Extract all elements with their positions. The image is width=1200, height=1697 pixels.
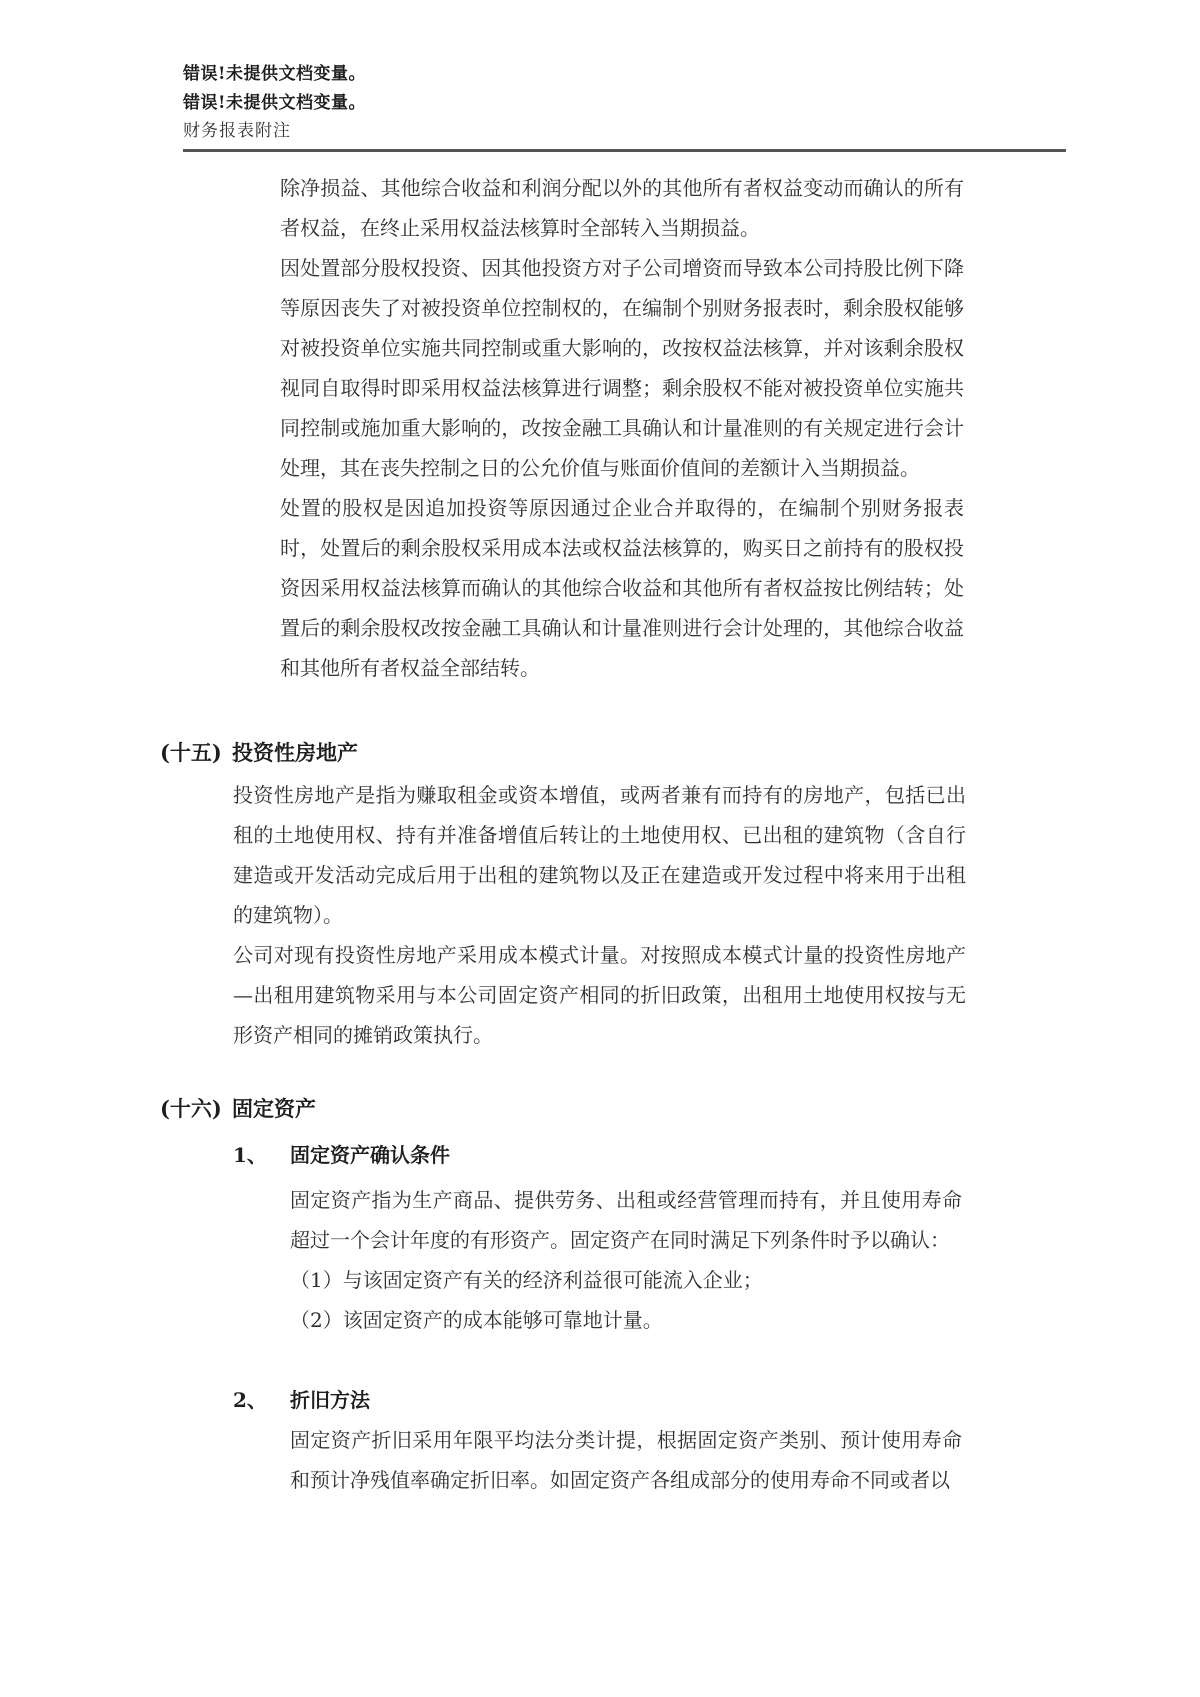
header-divider: [183, 149, 1066, 152]
subsection-2-paragraph: 固定资产折旧采用年限平均法分类计提，根据固定资产类别、预计使用寿命和预计净残值率确定折旧率。如固定资产各组成部分的使用寿命不同或者以: [290, 1428, 962, 1492]
section-15-body: [233, 775, 966, 1055]
page-header: [183, 0, 1066, 152]
subsection-2-number: 2、: [233, 1388, 267, 1412]
section-16-heading: [160, 1089, 1200, 1129]
header-doc-title: 财务报表附注: [183, 121, 291, 141]
section-15-number: (十五): [160, 740, 222, 765]
subsection-2-body: [290, 1420, 962, 1500]
section-15-heading: [160, 733, 1200, 773]
subsection-1-number: 1、: [233, 1143, 267, 1167]
subsection-2-title: 折旧方法: [290, 1388, 370, 1412]
section-15-title: 投资性房地产: [232, 740, 358, 765]
subsection-1-item-2: （2）该固定资产的成本能够可靠地计量。: [290, 1308, 663, 1332]
subsection-1-heading: [233, 1135, 1200, 1175]
section-15-paragraph-2: 公司对现有投资性房地产采用成本模式计量。对按照成本模式计量的投资性房地产—出租用建筑物采用与本公司固定资产相同的折旧政策，出租用土地使用权按与无形资产相同的摊销政策执行。: [233, 943, 966, 1047]
section-16-number: (十六): [160, 1096, 222, 1121]
header-error-line-1: 错误!未提供文档变量。: [183, 64, 366, 84]
intro-paragraph-2: 因处置部分股权投资、因其他投资方对子公司增资而导致本公司持股比例下降等原因丧失了对被投资单位控制权的，在编制个别财务报表时，剩余股权能够对被投资单位实施共同控制或重大影响的，改按权益法核算，并对该剩余股权视同自取得时即采用权益法核算进行调整；剩余股权不能对被投资单位实施共同控制或施加重大影响的，改按金融工具确认和计量准则的有关规定进行会计处理，其在丧失控制之日的公允价值与账面价值间的差额计入当期损益。: [280, 256, 964, 480]
section-16-title: 固定资产: [232, 1096, 316, 1121]
section-15-paragraph-1: 投资性房地产是指为赚取租金或资本增值，或两者兼有而持有的房地产，包括已出租的土地使用权、持有并准备增值后转让的土地使用权、已出租的建筑物（含自行建造或开发活动完成后用于出租的建筑物以及正在建造或开发过程中将来用于出租的建筑物）。: [233, 783, 966, 927]
intro-paragraph-3: 处置的股权是因追加投资等原因通过企业合并取得的，在编制个别财务报表时，处置后的剩余股权采用成本法或权益法核算的，购买日之前持有的股权投资因采用权益法核算而确认的其他综合收益和其他所有者权益按比例结转；处置后的剩余股权改按金融工具确认和计量准则进行会计处理的，其他综合收益和其他所有者权益全部结转。: [280, 496, 964, 680]
header-error-line-2: 错误!未提供文档变量。: [183, 93, 366, 113]
intro-paragraph-1: 除净损益、其他综合收益和利润分配以外的其他所有者权益变动而确认的所有者权益，在终止采用权益法核算时全部转入当期损益。: [280, 176, 964, 240]
subsection-1-title: 固定资产确认条件: [290, 1143, 450, 1167]
equity-method-continuation: [280, 168, 964, 688]
subsection-1-paragraph: 固定资产指为生产商品、提供劳务、出租或经营管理而持有，并且使用寿命超过一个会计年度的有形资产。固定资产在同时满足下列条件时予以确认：: [290, 1188, 962, 1252]
document-body: [0, 168, 1200, 1500]
subsection-1-body: [290, 1180, 962, 1340]
subsection-2-heading: [233, 1380, 1200, 1420]
section-fixed-assets: [0, 1089, 1200, 1500]
subsection-1-item-1: （1）与该固定资产有关的经济利益很可能流入企业；: [290, 1268, 763, 1292]
section-investment-property: [0, 733, 1200, 1055]
